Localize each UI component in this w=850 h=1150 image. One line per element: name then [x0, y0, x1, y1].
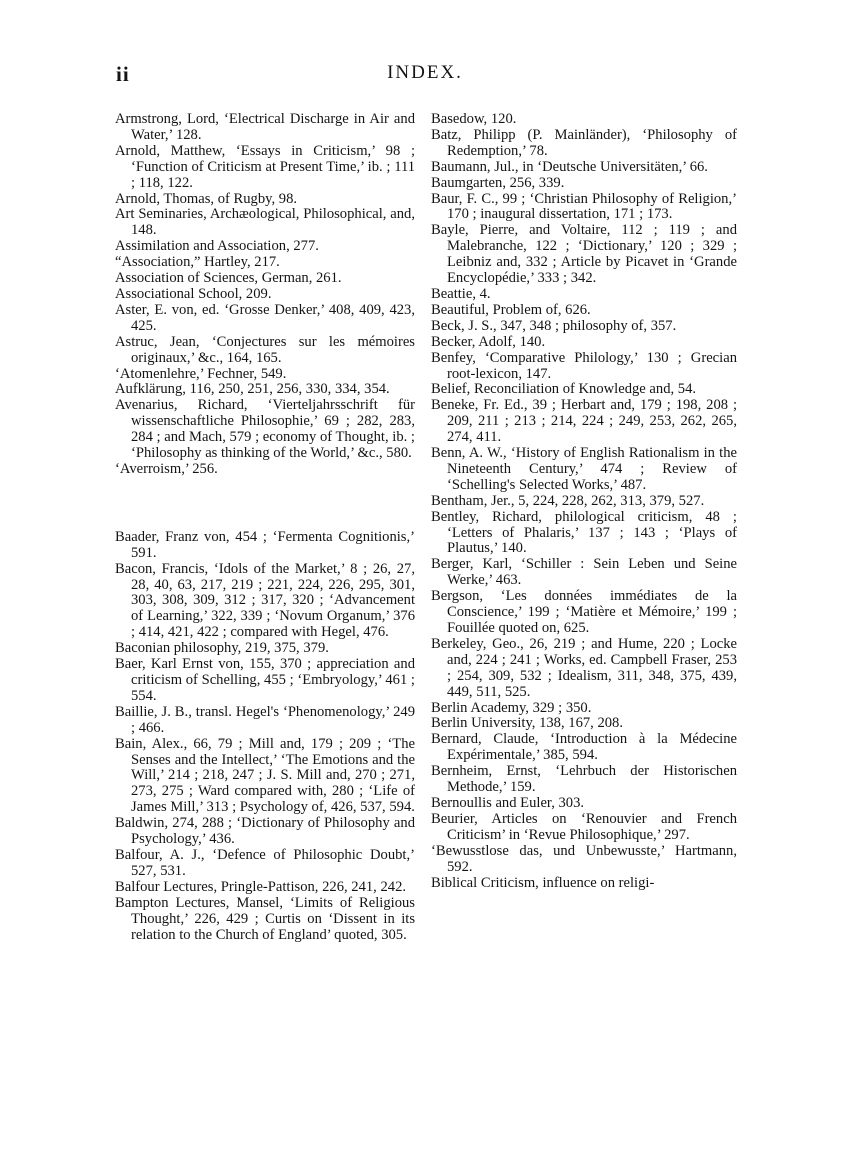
index-entry: ‘Averroism,’ 256. [115, 460, 218, 477]
index-entry: Becker, Adolf, 140. [431, 333, 546, 350]
index-entry: Baader, Franz von, 454 ; ‘Fermenta Cognitionis,’ 591. [115, 528, 415, 561]
index-entry: Benfey, ‘Comparative Philology,’ 130 ; Grecian root-lexicon, 147. [431, 349, 737, 382]
index-entry: Berlin University, 138, 167, 208. [431, 715, 623, 732]
index-entry: Bernheim, Ernst, ‘Lehrbuch der Historischen Methode,’ 159. [431, 763, 737, 796]
index-entry: Baldwin, 274, 288 ; ‘Dictionary of Philosophy and Psychology,’ 436. [115, 815, 415, 848]
index-entry: Biblical Criticism, influence on religi- [431, 874, 655, 891]
index-entry: Assimilation and Association, 277. [115, 238, 319, 255]
index-entry: Berger, Karl, ‘Schiller : Sein Leben und Seine Werke,’ 463. [431, 556, 737, 589]
index-entry: Baer, Karl Ernst von, 155, 370 ; appreciation and criticism of Schelling, 455 ; ‘Embryology,’ 461 ; 554. [115, 656, 415, 704]
index-entry: Bayle, Pierre, and Voltaire, 112 ; 119 ; and Malebranche, 122 ; ‘Dictionary,’ 120 ; 329 ; Leibniz and, 332 ; Article by Picavet in ‘Grande Encyclopédie,’ 333 ; 342. [431, 222, 737, 287]
index-entry: Beneke, Fr. Ed., 39 ; Herbart and, 179 ; 198, 208 ; 209, 211 ; 213 ; 214, 224 ; 249, 253, 262, 265, 274, 411. [431, 397, 737, 446]
index-entry: Berkeley, Geo., 26, 219 ; and Hume, 220 ; Locke and, 224 ; 241 ; Works, ed. Campbell Fraser, 253 ; 254, 309, 532 ; Idealism, 311, 348, 375, 439, 449, 511, 525. [431, 635, 737, 700]
index-entry: Baur, F. C., 99 ; ‘Christian Philosophy of Religion,’ 170 ; inaugural dissertation, 171 ; 173. [431, 190, 737, 223]
index-entry: Armstrong, Lord, ‘Electrical Discharge in Air and Water,’ 128. [115, 111, 415, 143]
index-entry: Basedow, 120. [431, 111, 517, 127]
index-entry: Bergson, ‘Les données immédiates de la Conscience,’ 199 ; ‘Matière et Mémoire,’ 199 ; Fouillée quoted on, 625. [431, 588, 737, 636]
index-entry: Berlin Academy, 329 ; 350. [431, 699, 592, 716]
index-entry: Batz, Philipp (P. Mainländer), ‘Philosophy of Redemption,’ 78. [431, 126, 737, 159]
index-entry: Beck, J. S., 347, 348 ; philosophy of, 357. [431, 317, 677, 334]
index-entry: Bentham, Jer., 5, 224, 228, 262, 313, 379, 527. [431, 492, 705, 509]
index-column-left [115, 112, 415, 943]
index-entry: Bacon, Francis, ‘Idols of the Market,’ 8 ; 26, 27, 28, 40, 63, 217, 219 ; 221, 224, 226, 295, 301, 303, 308, 309, 312 ; 317, 320 ; ‘Advancement of Learning,’ 322, 339 ; ‘Novum Organum,’ 376 ; 414, 421, 422 ; compared with Hegel, 476. [115, 560, 415, 641]
index-entry: Arnold, Thomas, of Rugby, 98. [115, 190, 298, 207]
index-entry: Beurier, Articles on ‘Renouvier and French Criticism’ in ‘Revue Philosophique,’ 297. [431, 810, 737, 843]
index-entry: “Association,” Hartley, 217. [115, 254, 280, 271]
index-entry: Bampton Lectures, Mansel, ‘Limits of Religious Thought,’ 226, 429 ; Curtis on ‘Dissent in its relation to the Church of England’ quoted, 305. [115, 894, 415, 943]
index-entry: Belief, Reconciliation of Knowledge and, 54. [431, 381, 697, 398]
index-entry: Baillie, J. B., transl. Hegel's ‘Phenomenology,’ 249 ; 466. [115, 703, 415, 736]
page-number: ii [116, 62, 130, 86]
index-entry: Bernard, Claude, ‘Introduction à la Médecine Expérimentale,’ 385, 594. [431, 731, 737, 764]
index-entry: Association of Sciences, German, 261. [115, 270, 342, 287]
index-entry: Aster, E. von, ed. ‘Grosse Denker,’ 408, 409, 423, 425. [115, 301, 415, 334]
index-entry: ‘Bewusstlose das, und Unbewusste,’ Hartmann, 592. [431, 842, 737, 875]
index-entry: Beattie, 4. [431, 285, 491, 302]
index-entry: ‘Atomenlehre,’ Fechner, 549. [115, 365, 287, 382]
index-entry: Balfour Lectures, Pringle-Pattison, 226, 241, 242. [115, 878, 407, 895]
index-entry: Benn, A. W., ‘History of English Rationalism in the Nineteenth Century,’ 474 ; Review of ‘Schelling's Selected Works,’ 487. [431, 445, 737, 493]
index-entry: Bain, Alex., 66, 79 ; Mill and, 179 ; 209 ; ‘The Senses and the Intellect,’ ‘The Emotions and the Will,’ 214 ; 218, 247 ; J. S. Mill and, 270 ; 271, 273, 275 ; Ward compared with, 280 ; ‘Life of James Mill,’ 313 ; Psychology of, 426, 537, 594. [115, 735, 415, 816]
index-column-right [431, 112, 737, 891]
index-entry: Balfour, A. J., ‘Defence of Philosophic Doubt,’ 527, 531. [115, 846, 415, 879]
index-entry: Baumgarten, 256, 339. [431, 174, 565, 191]
index-entry: Baumann, Jul., in ‘Deutsche Universitäten,’ 66. [431, 158, 708, 175]
running-head-title: INDEX. [387, 62, 463, 83]
index-entry: Arnold, Matthew, ‘Essays in Criticism,’ 98 ; ‘Function of Criticism at Present Time,’ ib. ; 111 ; 118, 122. [115, 142, 415, 191]
index-entry: Astruc, Jean, ‘Conjectures sur les mémoires originaux,’ &c., 164, 165. [115, 333, 415, 366]
index-entry: Bentley, Richard, philological criticism, 48 ; ‘Letters of Phalaris,’ 137 ; 143 ; ‘Plays of Plautus,’ 140. [431, 508, 737, 557]
index-entry: Aufklärung, 116, 250, 251, 256, 330, 334, 354. [115, 381, 390, 398]
index-entry: Bernoullis and Euler, 303. [431, 794, 585, 811]
index-entry: Associational School, 209. [115, 285, 272, 302]
index-entry: Avenarius, Richard, ‘Vierteljahrsschrift für wissenschaftliche Philosophie,’ 69 ; 282, 283, 284 ; and Mach, 579 ; economy of Thought, ib. ; ‘Philosophy as thinking of the World,’ &c., 580. [115, 397, 415, 462]
index-entry: Art Seminaries, Archæological, Philosophical, and, 148. [115, 206, 415, 239]
index-entry: Beautiful, Problem of, 626. [431, 301, 591, 318]
index-entry: Baconian philosophy, 219, 375, 379. [115, 640, 329, 657]
section-gap [115, 494, 415, 514]
